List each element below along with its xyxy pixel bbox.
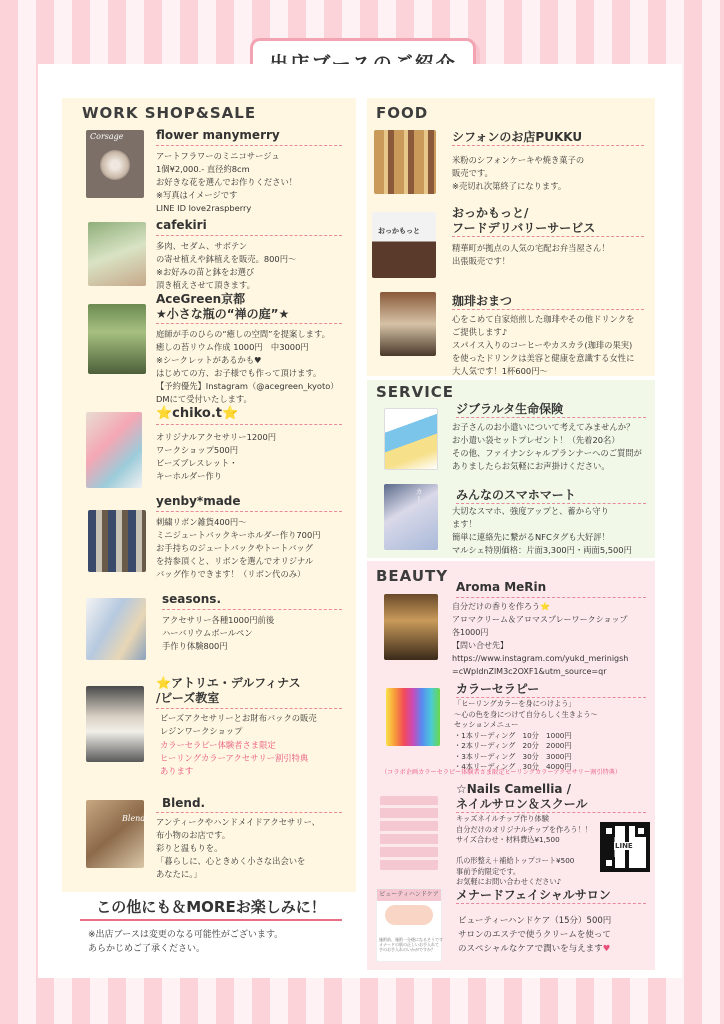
accessory-photo	[86, 412, 142, 488]
collab-offer-note: （コラボ企画カラーセラピー体験者さま限定ヒーリングカラーアクセサリー割引特典）	[381, 769, 622, 776]
section-food-heading: FOOD	[376, 104, 429, 122]
nail-tips-photo	[380, 796, 438, 870]
flower-corsage-photo: Corsage	[86, 130, 144, 198]
vendor-name: シフォンのお店PUKKU	[452, 130, 583, 144]
vendor-name: ⭐chiko.t⭐	[156, 406, 239, 421]
vendor-description: 精華町が拠点の人気の宅配お弁当屋さん！ 出張販売です！	[452, 243, 610, 266]
divider	[156, 323, 342, 324]
vendor-description: 心をこめて自家焙煎した珈琲やその他ドリンクを ご提供します♪ スパイス入りのコーヒーやカスカラ(珈琲の果実) を使ったドリンクは美容と健康を意識する女性に 大人気です！1杯600円〜	[452, 314, 635, 376]
vendor-name: ⭐アトリエ・デルフィナス /ビーズ教室	[156, 676, 301, 705]
divider	[456, 417, 646, 418]
vendor-name: yenby*made	[156, 494, 241, 508]
moss-terrarium-photo	[88, 304, 146, 374]
hand-icon	[385, 905, 433, 925]
divider	[456, 697, 646, 698]
divider	[452, 236, 644, 237]
divider	[156, 812, 342, 813]
divider	[156, 708, 342, 709]
coffee-photo	[380, 292, 436, 356]
heart-icon: ♥	[602, 944, 611, 954]
vendor-name: ☆Nails Camellia / ネイルサロン＆スクール	[456, 782, 588, 811]
vendor-name: flower manymerry	[156, 128, 280, 142]
bento-photo: おっかもっと	[372, 212, 436, 278]
vendor-name: 珈琲おまつ	[452, 294, 513, 308]
vendor-name: Blend.	[162, 796, 206, 810]
vendor-name: ジブラルタ生命保険	[456, 402, 564, 416]
color-therapy-bottles-photo	[386, 688, 440, 746]
vendor-name: cafekiri	[156, 218, 207, 232]
section-beauty-heading: BEAUTY	[376, 567, 449, 585]
divider	[456, 503, 646, 504]
vendor-name: おっかもっと/ フードデリバリーサービス	[452, 206, 596, 235]
succulent-photo	[88, 222, 146, 286]
chiffon-cake-photo	[374, 130, 436, 194]
vendor-description: 多肉、セダム、サボテン の寄せ植えや鉢植えを販売。800円〜 ※お好みの苗と鉢をお選び 頂き植えさせて頂きます。	[156, 241, 297, 290]
divider	[452, 309, 644, 310]
vendor-description: 大切なスマホ、強度アップと、蓄から守り ます！ 簡単に連絡先に繋がるNFCタグも大好評！ マルシェ特別価格：片面3,300円・両面5,500円	[452, 506, 632, 555]
ribbon-goods-photo	[88, 510, 146, 572]
hand-care-photo: ビューティハンドケア 施術前、施術一分後になるそうです メナードの肌の正しいお手入れて 手のお手入れのいかがですか？	[376, 888, 442, 962]
vendor-name: seasons.	[162, 592, 222, 606]
vendor-description: お子さんのお小遣いについて考えてみませんか？ お小遣い袋セットプレゼント！（先着20名） その他、ファイナンシャルプランナーへのご質問が ありましたらお気軽にお声掛けください。	[452, 422, 642, 471]
section-workshop-heading: WORK SHOP&SALE	[82, 104, 257, 122]
vendor-description: アクセサリー各種1000円前後 ハーバリウムボールペン 手作り体験800円	[162, 615, 275, 651]
vendor-special-offer: カラーセラピー体験者さま限定 ヒーリングカラーアクセサリー割引特典 あります	[160, 740, 309, 776]
divider	[156, 424, 342, 425]
more-headline: この他にも＆MOREお楽しみに！	[80, 896, 342, 921]
divider	[156, 235, 342, 236]
divider	[156, 511, 342, 512]
vendor-description: 自分だけの香りを作ろう⭐ アロマクリーム＆アロマスプレーワークショップ 各1000円 【問い合せ先】 https://www.instagram.com/yukd_merinigsh =cWpldnZlM3c2OXF1&utm_source=qr	[452, 602, 629, 676]
vendor-name: カラーセラピー	[456, 682, 540, 696]
vendor-description: 米粉のシフォンケーキや焼き菓子の 販売です。 ※売切れ次第終了になります。	[452, 155, 585, 191]
change-notice: ※出店ブースは変更のなる可能性がございます。 あらかじめご了承ください。	[88, 930, 284, 954]
vendor-name: みんなのスマホマート	[456, 488, 576, 502]
allowance-bag-photo	[384, 408, 438, 470]
vendor-description: 刺繍リボン雑貨400円〜 ミニジュートバックキーホルダー作り700円 お手持ちのジュートバックやトートバッグ を持参頂くと、リボンを選んでオリジナル バッグ作りできます！（リボン代のみ）	[156, 517, 321, 579]
aroma-product-photo	[384, 594, 438, 660]
vendor-description: オリジナルアクセサリー1200円 ワークショップ500円 ビーズブレスレット・ キーホルダー作り	[156, 432, 277, 481]
vendor-name: AceGreen京都 ★小さな瓶の“禅の庭”★	[156, 292, 290, 321]
divider	[452, 145, 644, 146]
vendor-name: メナードフェイシャルサロン	[456, 888, 611, 902]
beads-workshop-photo	[86, 686, 144, 762]
section-service-heading: SERVICE	[376, 383, 455, 401]
divider	[456, 812, 646, 813]
vendor-description: 「ヒーリングカラーを身につけよう」 〜心の色を身につけて自分らしく生きよう〜 セッションメニュー ・1本リーディング 10分 1000円 ・2本リーディング 20分 2000円 ・3本リーディング 30分 3000円 ・4本リーディング 30分 4000円	[454, 699, 598, 771]
vendor-name: Aroma MeRin	[456, 580, 547, 594]
vendor-description: キッズネイルチップ作り体験 自分だけのオリジナルチップを作ろう！！ サイズ合わせ・材料費込¥1,500 爪の形整え＋補給トップコート¥500 事前予約限定です。 お気軽にお問い合わせください♪	[456, 814, 592, 886]
vendor-description: アートフラワーのミニコサージュ 1個¥2,000.- 直径約8cm お好きな花を選んでお作りください！ ※写真はイメージです LINE ID love2raspberry	[156, 151, 298, 213]
antique-accessory-photo: Blend	[86, 800, 144, 868]
vendor-description: ビューティーハンドケア（15分）500円 サロンのエステで使うクリームを使って のスペシャルなケアで潤いを与えます♥	[458, 916, 612, 954]
vendor-description: アンティークやハンドメイドアクセサリー、 布小物のお店です。 彩りと温もりを。 「暮らしに、心ときめく小さな出会いを あなたに。」	[156, 817, 320, 879]
divider	[156, 145, 342, 146]
divider	[456, 597, 646, 598]
line-qr-code[interactable]: LINE	[600, 822, 650, 872]
vendor-description: ビーズアクセサリーとお財布バックの販売 レジンワークショップ	[160, 713, 317, 736]
smartphone-case-photo: カー	[384, 484, 438, 550]
herbarium-pen-photo	[86, 598, 146, 660]
divider	[162, 609, 342, 610]
vendor-description: 庭師が手のひらの“癒しの空間”を提案します。 癒しの苔リウム作成 1000円 中3000円 ※シークレットがあるかも♥ はじめての方、お子様でも作って頂けます。 【予約優先】Instagram（@acegreen_kyoto） DMにて受付いたします。	[156, 329, 339, 404]
divider	[456, 903, 646, 904]
